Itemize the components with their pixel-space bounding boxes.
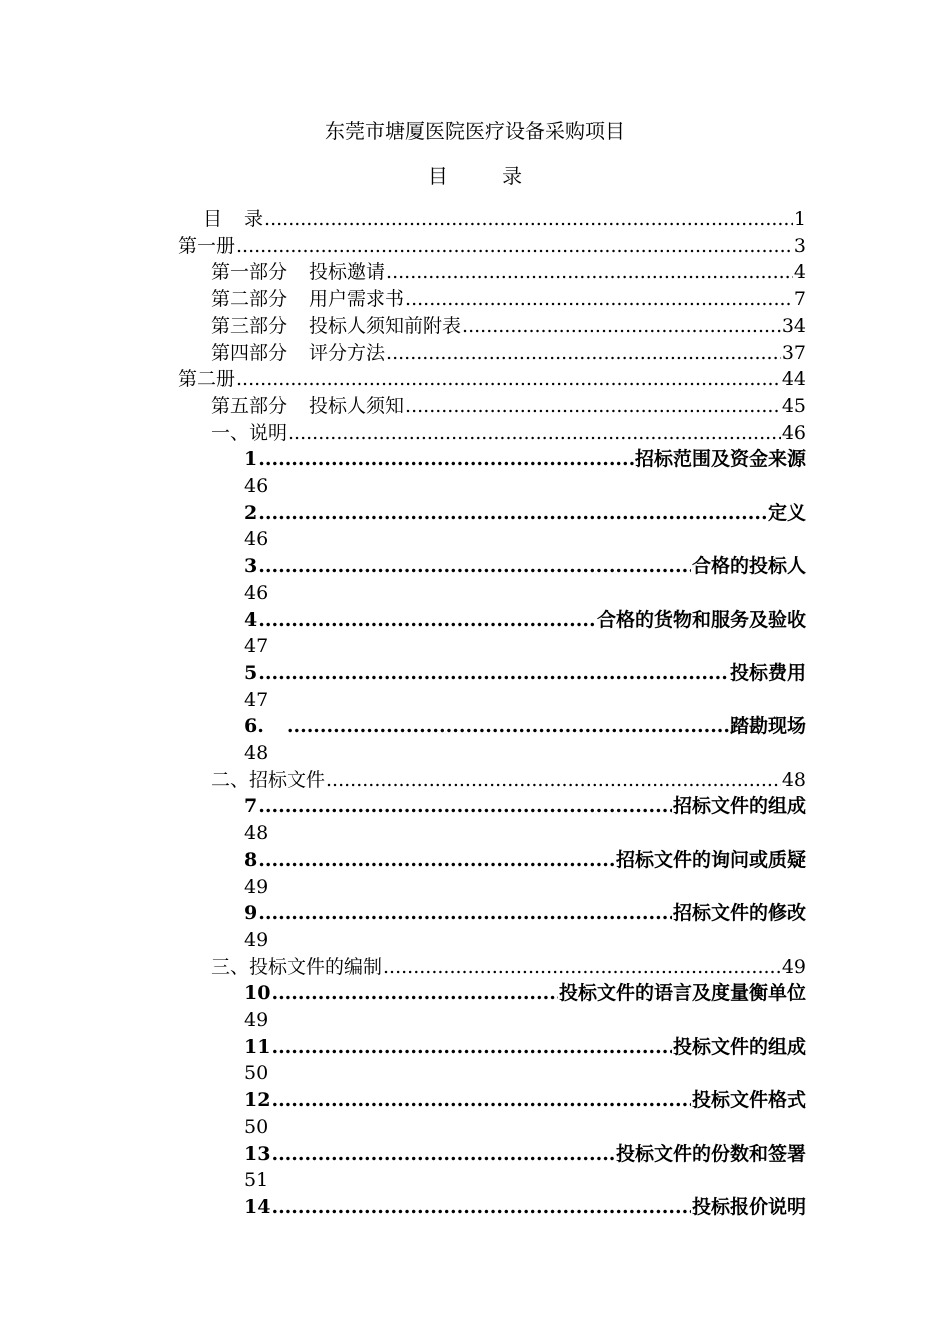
toc-entry[interactable]: [211, 767, 806, 794]
dot-leader: [271, 1087, 691, 1114]
toc-subentry-number: 5: [244, 661, 258, 684]
toc-entry-label: 一、说明: [211, 421, 288, 444]
toc-entry[interactable]: [211, 313, 806, 340]
dot-leader: [287, 713, 729, 740]
toc-subentry-title: 合格的投标人: [691, 555, 806, 578]
toc-page-number: 7: [793, 288, 806, 311]
toc-subentry-number: 3: [244, 555, 258, 578]
dot-leader: [271, 980, 558, 1007]
dot-leader: [258, 793, 672, 820]
toc-subentry-page-number: 48: [244, 742, 269, 764]
toc-subentry-number: 4: [244, 608, 258, 631]
toc-subentry-number: 12: [244, 1089, 271, 1112]
toc-subentry-title: 招标范围及资金来源: [634, 448, 806, 471]
dot-leader: [405, 393, 781, 420]
dot-leader: [326, 767, 781, 794]
toc-page-number: 48: [781, 768, 806, 791]
toc-entry[interactable]: [211, 420, 806, 447]
dot-leader: [258, 660, 729, 687]
dot-leader: [271, 1034, 672, 1061]
toc-subentry-page-number: 49: [244, 1009, 269, 1031]
toc-subentry-title: 招标文件的组成: [672, 795, 806, 818]
toc-heading: 目 录: [427, 164, 547, 188]
toc-page-number: 3: [793, 234, 806, 257]
toc-subentry[interactable]: [244, 500, 806, 527]
toc-subentry[interactable]: [244, 980, 806, 1007]
dot-leader: [271, 1141, 615, 1168]
toc-subentry-title: 投标文件的份数和签署: [615, 1142, 806, 1165]
toc-entry-label: 第二册: [178, 368, 236, 391]
toc-subentry-title: 合格的货物和服务及验收: [596, 608, 806, 631]
toc-subentry-title: 投标费用: [729, 661, 806, 684]
toc-entry-label: 二、招标文件: [211, 768, 326, 791]
toc-subentry-number: 14: [244, 1195, 271, 1218]
toc-entry[interactable]: [211, 393, 806, 420]
toc-subentry-page-number: 48: [244, 822, 269, 845]
toc-subentry-title: 投标报价说明: [691, 1195, 806, 1218]
toc-entry-label: 第一册: [178, 234, 236, 257]
dot-leader: [236, 366, 781, 393]
toc-entry[interactable]: [178, 233, 806, 260]
dot-leader: [288, 420, 781, 447]
dot-leader: [386, 340, 781, 367]
dot-leader: [271, 1194, 691, 1221]
dot-leader: [462, 313, 781, 340]
toc-subentry[interactable]: [244, 900, 806, 927]
toc-subentry-page-number: 49: [244, 928, 269, 951]
toc-page-number: 1: [793, 208, 806, 230]
toc-subentry-page-number: 46: [244, 528, 269, 551]
dot-leader: [264, 206, 793, 233]
toc-subentry-title: 踏勘现场: [729, 715, 806, 738]
toc-entry[interactable]: [211, 286, 806, 313]
toc-entry-label: 第一部分 投标邀请: [211, 261, 386, 284]
dot-leader: [258, 553, 691, 580]
toc-subentry-title: 投标文件格式: [691, 1089, 806, 1112]
toc-entry-label: 第三部分 投标人须知前附表: [211, 314, 462, 337]
toc-page-number: 34: [781, 314, 806, 337]
toc-entry-label: 第五部分 投标人须知: [211, 394, 405, 417]
toc-subentry-number: 2: [244, 501, 258, 524]
toc-subentry[interactable]: [244, 1141, 806, 1168]
toc-subentry-number: 11: [244, 1035, 271, 1058]
toc-subentry[interactable]: [244, 793, 806, 820]
document-title: 东莞市塘厦医院医疗设备采购项目: [325, 119, 625, 143]
toc-entry[interactable]: [211, 954, 806, 981]
toc-subentry-title: 定义: [767, 501, 806, 524]
toc-subentry-page-number: 46: [244, 475, 269, 497]
dot-leader: [386, 259, 793, 286]
toc-entry[interactable]: [203, 206, 806, 233]
toc-entry-label: 三、投标文件的编制: [211, 955, 383, 978]
toc-subentry[interactable]: [244, 1194, 806, 1221]
dot-leader: [383, 954, 781, 981]
toc-subentry[interactable]: [244, 847, 806, 874]
dot-leader: [405, 286, 793, 313]
dot-leader: [258, 500, 767, 527]
toc-entry[interactable]: [178, 366, 806, 393]
toc-subentry[interactable]: [244, 1034, 806, 1061]
toc-subentry-page-number: 47: [244, 635, 269, 658]
toc-page-number: 44: [781, 368, 806, 391]
toc-subentry-number: 13: [244, 1142, 271, 1165]
toc-page-number: 45: [781, 394, 806, 417]
toc-entry[interactable]: [211, 259, 806, 286]
toc-subentry[interactable]: [244, 607, 806, 634]
toc-subentry-number: 1: [244, 448, 258, 471]
toc-subentry[interactable]: [244, 446, 806, 473]
toc-subentry-page-number: 46: [244, 581, 269, 604]
toc-subentry-page-number: 50: [244, 1062, 269, 1085]
toc-page-number: 4: [793, 261, 806, 284]
toc-subentry-page-number: 49: [244, 875, 269, 898]
toc-subentry-number: 10: [244, 982, 271, 1005]
dot-leader: [258, 900, 672, 927]
toc-subentry[interactable]: [244, 713, 806, 740]
toc-subentry-page-number: 50: [244, 1115, 269, 1138]
toc-subentry-number: 7: [244, 795, 258, 818]
dot-leader: [258, 847, 615, 874]
toc-page-number: 37: [781, 341, 806, 364]
toc-page-number: 49: [781, 955, 806, 978]
toc-subentry-title: 投标文件的组成: [672, 1035, 806, 1058]
toc-subentry-title: 招标文件的修改: [672, 902, 806, 925]
toc-entry-label: 第二部分 用户需求书: [211, 288, 405, 311]
toc-entry-label: 第四部分 评分方法: [211, 341, 386, 364]
toc-subentry-title: 招标文件的询问或质疑: [615, 848, 806, 871]
toc-entry[interactable]: [211, 340, 806, 367]
dot-leader: [258, 607, 596, 634]
dot-leader: [236, 233, 793, 260]
toc-entry-label: 目 录: [203, 208, 264, 230]
toc-subentry-page-number: 47: [244, 688, 269, 711]
toc-subentry-title: 投标文件的语言及度量衡单位: [558, 982, 806, 1005]
toc-subentry-page-number: 51: [244, 1169, 269, 1192]
toc-subentry-number: 8: [244, 848, 258, 871]
toc-subentry-number: 6.: [244, 715, 264, 738]
toc-subentry[interactable]: [244, 553, 806, 580]
toc-subentry-number: 9: [244, 902, 258, 925]
toc-subentry[interactable]: [244, 1087, 806, 1114]
dot-leader: [258, 446, 634, 473]
toc-page-number: 46: [781, 421, 806, 444]
toc-subentry[interactable]: [244, 660, 806, 687]
